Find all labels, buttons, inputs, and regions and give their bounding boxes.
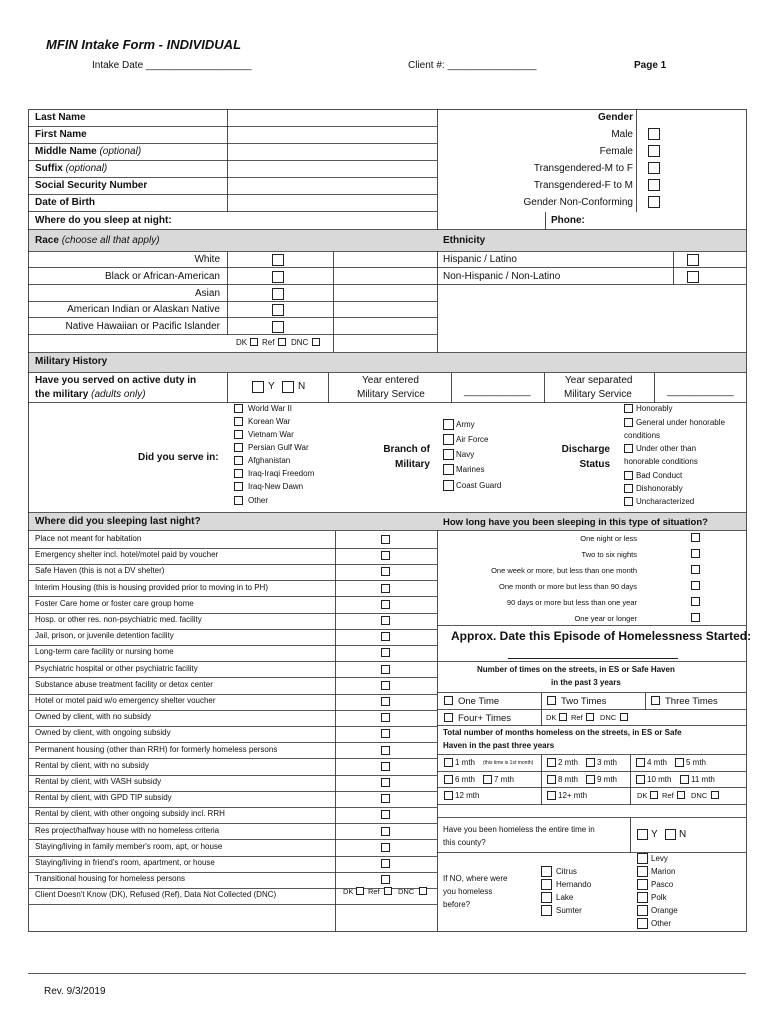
- war-checkbox[interactable]: [234, 456, 243, 465]
- active-duty-question-2: the military (adults only): [35, 389, 146, 400]
- howlong-option: 90 days or more but less than one year: [506, 598, 637, 607]
- phone-label: Phone:: [551, 215, 585, 226]
- times-two-label: Two Times: [561, 696, 607, 707]
- gender-trans-fm-checkbox[interactable]: [648, 179, 660, 191]
- county-option: Citrus: [556, 867, 577, 876]
- branch-label-item: Marines: [456, 465, 485, 474]
- sleeping-option-label: Foster Care home or foster care group home: [35, 598, 194, 608]
- gender-title: Gender: [597, 112, 633, 123]
- episode-date-input[interactable]: [508, 658, 678, 659]
- discharge-checkbox[interactable]: [624, 471, 633, 480]
- race-ref-label: Ref: [262, 338, 275, 347]
- howlong-checkbox[interactable]: [691, 565, 700, 574]
- war-label: Iraq-New Dawn: [248, 482, 304, 491]
- dob-input[interactable]: [229, 196, 435, 210]
- serve-in-label: Did you serve in:: [138, 452, 219, 463]
- gender-option-label: Transgendered-F to M: [533, 180, 633, 191]
- branch-label: Branch of: [383, 444, 430, 455]
- first-name-label: First Name: [35, 129, 87, 140]
- sleeping-option-checkbox[interactable]: [381, 778, 390, 787]
- times-four-checkbox[interactable]: [444, 713, 453, 722]
- race-option-label: Black or African-American: [104, 271, 220, 282]
- times-dnc-checkbox[interactable]: [620, 713, 628, 721]
- times-ref-checkbox[interactable]: [586, 713, 594, 721]
- discharge-option: Under other than: [636, 444, 697, 453]
- war-label: Persian Gulf War: [248, 443, 309, 452]
- howlong-option: Two to six nights: [581, 550, 637, 559]
- sleeping-option-label: Substance abuse treatment facility or detox center: [35, 679, 213, 689]
- race-white-checkbox[interactable]: [272, 254, 284, 266]
- race-option-label: White: [194, 254, 220, 265]
- sleeping-option-checkbox[interactable]: [381, 746, 390, 755]
- county-option: Marion: [651, 867, 676, 876]
- county-option: Sumter: [556, 906, 582, 915]
- times-dk-checkbox[interactable]: [559, 713, 567, 721]
- race-asian-checkbox[interactable]: [272, 288, 284, 300]
- intake-date-field[interactable]: Intake Date ___________________: [92, 60, 252, 71]
- months-9-checkbox[interactable]: [586, 775, 595, 784]
- sleeping-option-label: Long-term care facility or nursing home: [35, 647, 174, 657]
- sleeping-title: Where did you sleeping last night?: [35, 516, 201, 527]
- year-entered-label: Year entered: [362, 375, 419, 386]
- war-label: Iraq-Iraqi Freedom: [248, 469, 315, 478]
- county-sumter-checkbox[interactable]: [541, 905, 552, 916]
- months-12-label: 12 mth: [455, 791, 480, 800]
- war-label: Other: [248, 496, 269, 505]
- county-lake-checkbox[interactable]: [541, 892, 552, 903]
- months-12plus-label: 12+ mth: [558, 791, 588, 800]
- howlong-option: One month or more but less than 90 days: [499, 582, 637, 591]
- county-option: Orange: [651, 906, 678, 915]
- months-6-checkbox[interactable]: [444, 775, 453, 784]
- discharge-checkbox[interactable]: [624, 404, 633, 413]
- sleeping-option-checkbox[interactable]: [381, 762, 390, 771]
- race-option-label: Native Hawaiian or Pacific Islander: [65, 321, 220, 332]
- year-separated-input[interactable]: ____________: [667, 386, 734, 397]
- race-dk-checkbox[interactable]: [250, 338, 258, 346]
- sleeping-option-checkbox[interactable]: [381, 632, 390, 641]
- sleeping-option-label: Psychiatric hospital or other psychiatric facility: [35, 663, 198, 673]
- sleeping-option-label: Transitional housing for homeless persons: [35, 874, 186, 884]
- county-option: Polk: [651, 893, 667, 902]
- howlong-option: One year or longer: [574, 614, 637, 623]
- howlong-title: How long have you been sleeping in this type of situation?: [443, 517, 708, 528]
- county-option: Hernando: [556, 880, 592, 889]
- race-native-american-checkbox[interactable]: [272, 304, 284, 316]
- months-3-checkbox[interactable]: [586, 758, 595, 767]
- gender-female-checkbox[interactable]: [648, 145, 660, 157]
- county-option: Other: [651, 919, 672, 928]
- military-title: Military History: [35, 356, 108, 367]
- sleeping-dnc-label: DNC: [398, 887, 415, 896]
- months-12plus-checkbox[interactable]: [547, 791, 556, 800]
- last-name-input[interactable]: [229, 111, 435, 125]
- sleeping-option-label: Jail, prison, or juvenile detention facility: [35, 631, 174, 641]
- county-question: Have you been homeless the entire time in: [443, 825, 595, 834]
- county-citrus-checkbox[interactable]: [541, 866, 552, 877]
- discharge-option: conditions: [624, 431, 661, 440]
- sleeping-option-label: Staying/living in family member's room, apt, or house: [35, 841, 223, 851]
- branch-checkbox[interactable]: [443, 464, 454, 475]
- months-title: Total number of months homeless on the streets, in ES or Safe: [443, 728, 682, 737]
- sleeping-option-label: Emergency shelter incl. hotel/motel paid by voucher: [35, 550, 219, 560]
- race-dnc-checkbox[interactable]: [312, 338, 320, 346]
- county-levy-checkbox[interactable]: [637, 853, 648, 864]
- middle-name-input[interactable]: [229, 145, 435, 159]
- gender-male-checkbox[interactable]: [648, 128, 660, 140]
- sleeping-option-checkbox[interactable]: [381, 843, 390, 852]
- months-ref-label: Ref: [662, 791, 674, 800]
- sleeping-option-checkbox[interactable]: [381, 600, 390, 609]
- discharge-label-2: Status: [579, 459, 610, 470]
- sleeping-option-checkbox[interactable]: [381, 551, 390, 560]
- war-label: Vietnam War: [248, 430, 294, 439]
- months-8-label: 8 mth: [558, 775, 579, 784]
- times-three-checkbox[interactable]: [651, 696, 660, 705]
- war-checkbox[interactable]: [234, 443, 243, 452]
- war-label: World War II: [248, 404, 293, 413]
- sleeping-option-checkbox[interactable]: [381, 665, 390, 674]
- times-title: Number of times on the streets, in ES or Safe Haven: [477, 665, 675, 674]
- sleeping-option-checkbox[interactable]: [381, 794, 390, 803]
- sleeping-option-label: Staying/living in friend's room, apartment, or house: [35, 858, 215, 867]
- episode-date-title: Approx. Date this Episode of Homelessness Started:: [451, 629, 752, 643]
- sleeping-option-label: Permanent housing (other than RRH) for formerly homeless persons: [35, 744, 278, 754]
- ethnicity-option-label: Hispanic / Latino: [443, 254, 517, 265]
- branch-checkbox[interactable]: [443, 480, 454, 491]
- race-dnc-label: DNC: [291, 338, 309, 347]
- gender-nonconforming-checkbox[interactable]: [648, 196, 660, 208]
- ssn-input[interactable]: [229, 179, 435, 193]
- ethnicity-title: Ethnicity: [443, 235, 486, 246]
- county-yes-label: Y: [651, 829, 658, 840]
- ssn-label: Social Security Number: [35, 180, 148, 191]
- months-1-checkbox[interactable]: [444, 758, 453, 767]
- months-10-label: 10 mth: [647, 775, 672, 784]
- dob-label: Date of Birth: [35, 197, 95, 208]
- active-duty-no-checkbox[interactable]: [282, 381, 294, 393]
- howlong-checkbox[interactable]: [691, 613, 700, 622]
- months-10-checkbox[interactable]: [636, 775, 645, 784]
- form-title: MFIN Intake Form - INDIVIDUAL: [46, 37, 242, 52]
- branch-checkbox[interactable]: [443, 419, 454, 430]
- discharge-checkbox[interactable]: [624, 497, 633, 506]
- months-7-label: 7 mth: [494, 775, 515, 784]
- discharge-checkbox[interactable]: [624, 484, 633, 493]
- sleeping-option-label: Rental by client, with other ongoing subsidy incl. RRH: [35, 809, 225, 819]
- months-dnc-label: DNC: [691, 791, 708, 800]
- year-entered-input[interactable]: ____________: [464, 386, 531, 397]
- months-5-checkbox[interactable]: [675, 758, 684, 767]
- howlong-checkbox[interactable]: [691, 581, 700, 590]
- active-duty-yes-checkbox[interactable]: [252, 381, 264, 393]
- months-1-note: (this time is 1st month): [483, 760, 534, 766]
- war-checkbox[interactable]: [234, 496, 243, 505]
- active-duty-question: Have you served on active duty in: [35, 375, 197, 386]
- sleeping-option-checkbox[interactable]: [381, 648, 390, 657]
- gender-option-label: Female: [599, 146, 633, 157]
- county-polk-checkbox[interactable]: [637, 892, 648, 903]
- active-duty-no-label: N: [298, 381, 306, 392]
- months-4-label: 4 mth: [647, 758, 668, 767]
- months-12-checkbox[interactable]: [444, 791, 453, 800]
- sleeping-option-label: Owned by client, with no subsidy: [35, 712, 152, 722]
- sleeping-option-label: Place not meant for habitation: [35, 534, 142, 543]
- months-6-label: 6 mth: [455, 775, 476, 784]
- county-yes-checkbox[interactable]: [637, 829, 648, 840]
- months-4-checkbox[interactable]: [636, 758, 645, 767]
- county-marion-checkbox[interactable]: [637, 866, 648, 877]
- sleeping-option-label: Interim Housing (this is housing provided prior to moving in to PH): [35, 582, 268, 592]
- howlong-option: One week or more, but less than one month: [491, 566, 637, 575]
- last-name-label: Last Name: [35, 112, 86, 123]
- where-question-3: before?: [443, 900, 471, 909]
- sleeping-dk-checkbox[interactable]: [356, 887, 364, 895]
- suffix-input[interactable]: [229, 162, 435, 176]
- sleeping-option-checkbox[interactable]: [381, 875, 390, 884]
- sleeping-ref-label: Ref: [368, 887, 380, 896]
- times-four-label: Four+ Times: [458, 713, 512, 724]
- gender-trans-mf-checkbox[interactable]: [648, 162, 660, 174]
- sleeping-option-label: Rental by client, with GPD TIP subsidy: [35, 793, 172, 803]
- months-3-label: 3 mth: [597, 758, 618, 767]
- times-dk-label: DK: [546, 713, 557, 722]
- months-dk-label: DK: [637, 791, 648, 800]
- sleeping-ref-checkbox[interactable]: [384, 887, 392, 895]
- sleep-location-label: Where do you sleep at night:: [35, 215, 172, 226]
- county-hernando-checkbox[interactable]: [541, 879, 552, 890]
- branch-checkbox[interactable]: [443, 449, 454, 460]
- suffix-label: Suffix (optional): [35, 163, 108, 174]
- ethnicity-non-hispanic-checkbox[interactable]: [687, 271, 699, 283]
- discharge-option: honorable conditions: [624, 457, 698, 466]
- sleeping-option-label: Owned by client, with ongoing subsidy: [35, 728, 171, 738]
- year-entered-label-2: Military Service: [357, 389, 425, 400]
- sleeping-option-label: Rental by client, with VASH subsidy: [35, 777, 162, 786]
- sleeping-option-checkbox[interactable]: [381, 859, 390, 868]
- branch-checkbox[interactable]: [443, 434, 454, 445]
- sleeping-option-label: Res project/halfway house with no homeless criteria: [35, 825, 220, 835]
- months-11-checkbox[interactable]: [680, 775, 689, 784]
- months-dk-checkbox[interactable]: [650, 791, 658, 799]
- county-question-2: this county?: [443, 838, 486, 847]
- discharge-option: Bad Conduct: [636, 471, 683, 480]
- months-8-checkbox[interactable]: [547, 775, 556, 784]
- months-11-label: 11 mth: [691, 775, 715, 784]
- sleeping-option-label: Hosp. or other res. non-psychiatric med. facility: [35, 615, 202, 624]
- branch-label-item: Navy: [456, 450, 475, 459]
- times-one-checkbox[interactable]: [444, 696, 453, 705]
- gender-option-label: Gender Non-Conforming: [523, 197, 633, 208]
- county-option: Lake: [556, 893, 574, 902]
- sleeping-dnc-checkbox[interactable]: [419, 887, 427, 895]
- months-9-label: 9 mth: [597, 775, 618, 784]
- gender-option-label: Male: [611, 129, 633, 140]
- months-5-label: 5 mth: [686, 758, 707, 767]
- discharge-option: Dishonorably: [636, 484, 683, 493]
- where-question-2: you homeless: [443, 887, 493, 896]
- county-option: Pasco: [651, 880, 674, 889]
- race-ref-checkbox[interactable]: [278, 338, 286, 346]
- war-checkbox[interactable]: [234, 482, 243, 491]
- times-title-2: in the past 3 years: [551, 678, 621, 687]
- months-7-checkbox[interactable]: [483, 775, 492, 784]
- sleeping-option-checkbox[interactable]: [381, 616, 390, 625]
- months-2-checkbox[interactable]: [547, 758, 556, 767]
- war-checkbox[interactable]: [234, 404, 243, 413]
- active-duty-yes-label: Y: [268, 381, 275, 392]
- year-separated-label-2: Military Service: [564, 389, 632, 400]
- war-label: Afghanistan: [248, 456, 291, 465]
- months-ref-checkbox[interactable]: [677, 791, 685, 799]
- branch-label-item: Air Force: [456, 435, 489, 444]
- sleeping-option-checkbox[interactable]: [381, 681, 390, 690]
- howlong-option: One night or less: [580, 534, 637, 543]
- county-option: Levy: [651, 854, 668, 863]
- race-black-checkbox[interactable]: [272, 271, 284, 283]
- race-pacific-islander-checkbox[interactable]: [272, 321, 284, 333]
- times-one-label: One Time: [458, 696, 500, 707]
- race-option-label: American Indian or Alaskan Native: [67, 304, 220, 315]
- times-dnc-label: DNC: [600, 713, 617, 722]
- sleeping-option-checkbox[interactable]: [381, 827, 390, 836]
- race-title: Race (choose all that apply): [35, 235, 160, 246]
- race-dk-label: DK: [236, 338, 248, 347]
- county-no-checkbox[interactable]: [665, 829, 676, 840]
- revision-date: Rev. 9/3/2019: [44, 986, 106, 997]
- where-question: If NO, where were: [443, 874, 508, 883]
- sleeping-dk-label: DK: [343, 887, 354, 896]
- county-pasco-checkbox[interactable]: [637, 879, 648, 890]
- sleeping-option-checkbox[interactable]: [381, 584, 390, 593]
- sleeping-option-checkbox[interactable]: [381, 535, 390, 544]
- race-option-label: Asian: [194, 288, 220, 299]
- times-three-label: Three Times: [665, 696, 718, 707]
- discharge-option: General under honorable: [636, 418, 725, 427]
- times-two-checkbox[interactable]: [547, 696, 556, 705]
- client-number-field[interactable]: Client #: ________________: [408, 60, 537, 71]
- ethnicity-hispanic-checkbox[interactable]: [687, 254, 699, 266]
- ethnicity-option-label: Non-Hispanic / Non-Latino: [443, 271, 561, 282]
- discharge-label: Discharge: [561, 444, 610, 455]
- discharge-checkbox[interactable]: [624, 444, 633, 453]
- months-title-2: Haven in the past three years: [443, 741, 555, 750]
- gender-option-label: Transgendered-M to F: [533, 163, 633, 174]
- sleeping-option-label: Rental by client, with no subsidy: [35, 760, 149, 770]
- howlong-checkbox[interactable]: [691, 549, 700, 558]
- year-separated-label: Year separated: [565, 375, 633, 386]
- war-checkbox[interactable]: [234, 430, 243, 439]
- middle-name-label: Middle Name (optional): [35, 146, 142, 157]
- county-other-checkbox[interactable]: [637, 918, 648, 929]
- months-dnc-checkbox[interactable]: [711, 791, 719, 799]
- war-label: Korean War: [248, 417, 291, 426]
- sleeping-option-label: Safe Haven (this is not a DV shelter): [35, 566, 165, 576]
- branch-label-item: Coast Guard: [456, 481, 502, 490]
- discharge-option: Honorably: [636, 404, 673, 413]
- sleeping-option-checkbox[interactable]: [381, 713, 390, 722]
- county-orange-checkbox[interactable]: [637, 905, 648, 916]
- first-name-input[interactable]: [229, 128, 435, 142]
- months-1-label: 1 mth: [455, 758, 476, 767]
- sleeping-option-checkbox[interactable]: [381, 729, 390, 738]
- war-checkbox[interactable]: [234, 417, 243, 426]
- discharge-option: Uncharacterized: [636, 497, 695, 506]
- page-number: Page 1: [634, 60, 667, 71]
- discharge-checkbox[interactable]: [624, 418, 633, 427]
- howlong-checkbox[interactable]: [691, 533, 700, 542]
- howlong-checkbox[interactable]: [691, 597, 700, 606]
- sleeping-option-label: Client Doesn't Know (DK), Refused (Ref), Data Not Collected (DNC): [35, 890, 277, 900]
- times-ref-label: Ref: [571, 713, 583, 722]
- months-2-label: 2 mth: [558, 758, 579, 767]
- sleeping-option-checkbox[interactable]: [381, 810, 390, 819]
- sleeping-option-label: Hotel or motel paid w/o emergency shelter voucher: [35, 696, 216, 705]
- sleeping-option-checkbox[interactable]: [381, 567, 390, 576]
- county-no-label: N: [679, 829, 687, 840]
- war-checkbox[interactable]: [234, 469, 243, 478]
- sleeping-option-checkbox[interactable]: [381, 697, 390, 706]
- branch-label-item: Army: [456, 420, 475, 429]
- branch-label-2: Military: [394, 459, 430, 470]
